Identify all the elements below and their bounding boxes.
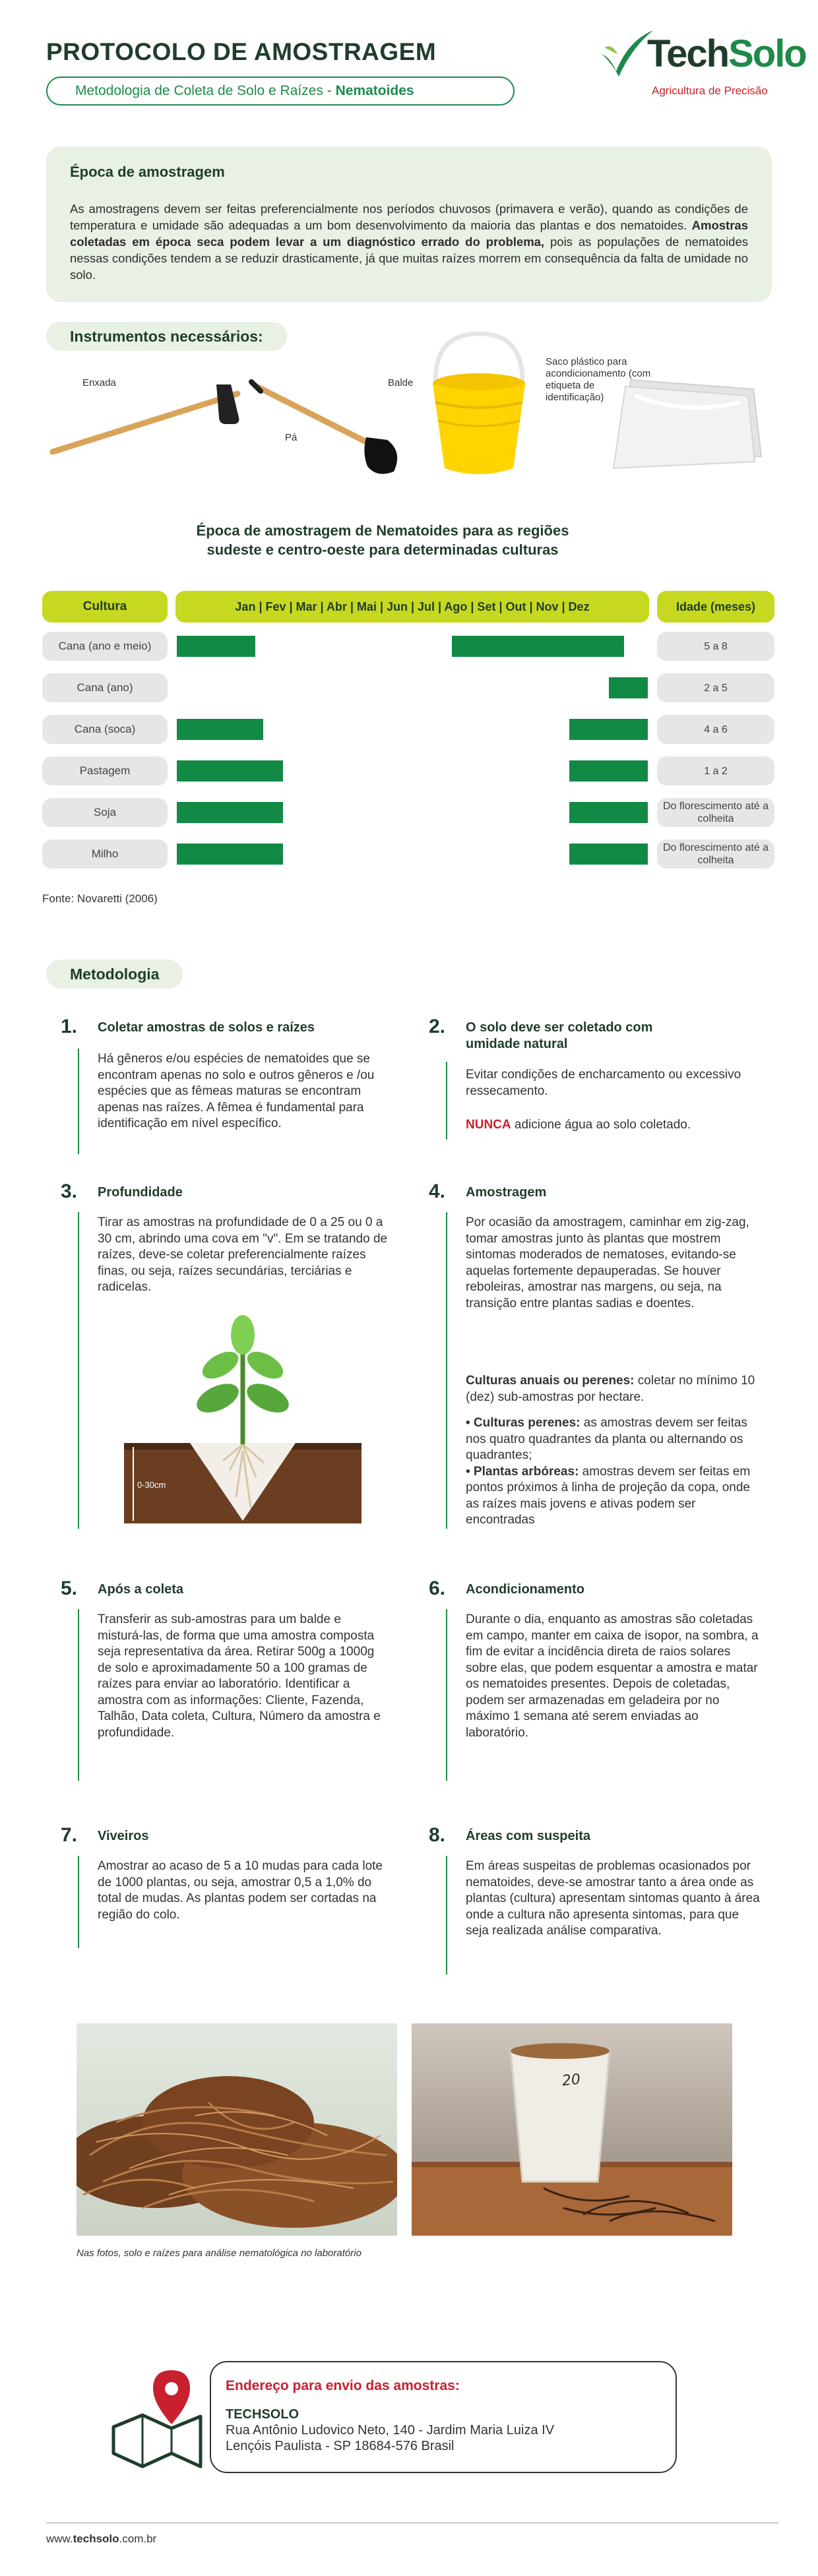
- step-4-number: 4.: [429, 1181, 446, 1202]
- step-2-nunca: [466, 1117, 760, 1134]
- chart-row-label: Pastagem: [42, 756, 168, 785]
- chart-row-idade: Do florescimento até a colheita: [657, 798, 774, 827]
- photo-caption: Nas fotos, solo e raízes para análise nematológica no laboratório: [77, 2248, 362, 2259]
- address-heading: Endereço para envio das amostras:: [226, 2378, 460, 2393]
- chart-title-line1: Época de amostragem de Nematoides para as regiões: [196, 522, 569, 539]
- chart-bar: [569, 719, 648, 740]
- step-1-title: Coletar amostras de solos e raízes: [98, 1020, 315, 1035]
- step-6-number: 6.: [429, 1578, 446, 1599]
- logo-tagline: Agricultura de Precisão: [652, 84, 768, 97]
- step-4-line: [446, 1212, 447, 1529]
- epoca-text-bold: Amostras coletadas em época seca podem levar a um diagnóstico errado do problema,: [70, 218, 748, 249]
- step-2-title-line1: O solo deve ser coletado com: [466, 1020, 653, 1035]
- step-3-title: Profundidade: [98, 1185, 183, 1200]
- col-header-meses: Jan | Fev | Mar | Abr | Mai | Jun | Jul | Ago | Set | Out | Nov | Dez: [175, 591, 649, 623]
- footer-suffix: .com.br: [119, 2532, 157, 2545]
- chart-bar: [177, 802, 283, 823]
- step-8-number: 8.: [429, 1824, 446, 1846]
- chart-bar: [177, 760, 283, 782]
- chart-row-idade: 4 a 6: [657, 715, 774, 744]
- step-7-text: Amostrar ao acaso de 5 a 10 mudas para cada lote de 1000 plantas, ou seja, amostrar 0,5 a 1,0% do total de mudas. As plantas podem ser cortadas na região do colo.: [98, 1859, 383, 1922]
- step-4-arboreas-rest: amostras devem ser feitas em pontos próximos à linha de projeção da copa, onde as raízes mais jovens e ativas podem ser encontradas: [466, 1464, 751, 1527]
- step-3-number: 3.: [61, 1181, 78, 1202]
- step-6-text: Durante o dia, enquanto as amostras são coletadas em campo, manter em caixa de isopor, na sombra, a fim de evitar a incidência direta de raios solares sobre elas, que podem esquentar a amostra e matar os nematoides presentes. Depois de coletadas, podem ser armazenadas em geladeira por no máximo 1 semana até serem enviadas ao laboratório.: [466, 1612, 759, 1740]
- step-4-perenes-rest: as amostras devem ser feitas nos quatro quadrantes da planta ou alternando os quadrantes;: [466, 1416, 747, 1462]
- chart-row-idade: Do florescimento até a colheita: [657, 840, 774, 869]
- step-2-number: 2.: [429, 1016, 446, 1037]
- footer-prefix: www.: [46, 2532, 73, 2545]
- map-pin-icon: [108, 2368, 224, 2473]
- metodologia-title: Metodologia: [46, 960, 183, 989]
- epoca-box: [46, 146, 772, 302]
- step-6-line: [446, 1609, 447, 1781]
- step-6-title: Acondicionamento: [466, 1582, 585, 1597]
- step-3-line: [78, 1212, 79, 1529]
- step-7-title: Viveiros: [98, 1829, 149, 1843]
- step-2-nunca-rest: adicione água ao solo coletado.: [511, 1118, 691, 1132]
- chart-row-idade: 1 a 2: [657, 756, 774, 785]
- address-company: TECHSOLO: [226, 2407, 299, 2422]
- chart-bar: [569, 802, 648, 823]
- epoca-text-a: As amostragens devem ser feitas preferencialmente nos períodos chuvosos (primavera e verão), quando as condições de temperatura e umidade são adequadas a um bom desenvolvimento da maioria das plantas e dos nematoides.: [70, 202, 748, 232]
- step-4-text: Por ocasião da amostragem, caminhar em zig-zag, tomar amostras junto às plantas que mostrem sintomas moderados de nematoses, evitando-se aquelas fortemente depauperadas. Se houver reboleiras, amostrar nas margens, ou seja, na transição entre plantas sadias e doentes.: [466, 1215, 749, 1310]
- step-1-number: 1.: [61, 1016, 78, 1037]
- epoca-text: [70, 200, 748, 283]
- step-5-number: 5.: [61, 1578, 78, 1599]
- subtitle-text: Metodologia de Coleta de Solo e Raízes -: [75, 83, 336, 98]
- chart-row-label: Milho: [42, 840, 168, 869]
- address-box: [210, 2361, 677, 2473]
- logo-tech: Tech: [647, 32, 729, 75]
- techsolo-logo: [598, 22, 806, 102]
- step-8-text: Em áreas suspeitas de problemas ocasionados por nematoides, deve-se amostrar tanto a área onde as plantas (cultura) apresentam sintomas quanto à área onde a cultura não apresenta sintomas, para que seja realizada análise comparativa.: [466, 1859, 760, 1938]
- step-4-title: Amostragem: [466, 1185, 547, 1200]
- plastic-bag-icon: [608, 369, 770, 472]
- step-7-line: [78, 1856, 79, 1948]
- shovel-icon: [247, 379, 425, 478]
- col-header-cultura: Cultura: [42, 591, 168, 623]
- address-line2: Lençóis Paulista - SP 18684-576 Brasil: [226, 2439, 455, 2453]
- step-8-line: [446, 1856, 447, 1975]
- step-4-perenes: [466, 1415, 760, 1529]
- chart-row-label: Cana (ano e meio): [42, 632, 168, 661]
- chart-row-label: Cana (ano): [42, 673, 168, 702]
- saco-label: Saco plástico para acondicionamento (com etiqueta de identificação): [546, 356, 651, 403]
- step-4-arboreas-bold: • Plantas arbóreas:: [466, 1464, 579, 1479]
- soil-profile-illustration: [124, 1312, 362, 1523]
- logo-wordmark: [647, 32, 806, 76]
- epoca-title: Época de amostragem: [70, 164, 225, 180]
- step-7-number: 7.: [61, 1824, 78, 1846]
- chart-row-idade: 2 a 5: [657, 673, 774, 702]
- chart-bar: [177, 636, 255, 657]
- balde-label: Balde: [388, 377, 414, 388]
- bucket-icon: [426, 328, 532, 483]
- step-8-title: Áreas com suspeita: [466, 1829, 590, 1843]
- footer-website[interactable]: [46, 2532, 156, 2546]
- soil-cup-photo: [412, 2023, 732, 2236]
- cup-label: 20: [561, 2071, 582, 2090]
- chart-bar: [569, 843, 648, 865]
- page-subtitle: [46, 77, 515, 106]
- col-header-idade: Idade (meses): [657, 591, 774, 623]
- chart-source: Fonte: Novaretti (2006): [42, 892, 158, 905]
- chart-bar: [569, 760, 648, 782]
- step-1-line: [78, 1049, 79, 1154]
- step-1-text: Há gêneros e/ou espécies de nematoides que se encontram apenas no solo e outros gêneros e /ou espécies que as fêmeas maturas se encontram apenas nas raízes. A fêmea é fundamental para identificação em nível específico.: [98, 1052, 375, 1130]
- instrumentos-title: Instrumentos necessários:: [46, 322, 287, 351]
- step-4-anuais-rest: coletar no mínimo 10 (dez) sub-amostras por hectare.: [466, 1374, 755, 1404]
- roots-photo: [77, 2023, 397, 2236]
- chart-bar: [452, 636, 625, 657]
- depth-label: 0-30cm: [137, 1480, 166, 1490]
- chart-bar: [609, 677, 648, 698]
- page-title: PROTOCOLO DE AMOSTRAGEM: [46, 38, 437, 65]
- step-5-line: [78, 1609, 79, 1781]
- logo-solo: Solo: [728, 32, 806, 75]
- step-4-anuais-bold: Culturas anuais ou perenes:: [466, 1374, 635, 1388]
- step-2-nunca-bold: NUNCA: [466, 1118, 511, 1132]
- step-3-text: Tirar as amostras na profundidade de 0 a 25 ou 0 a 30 cm, abrindo uma cova em "v". Em se tratando de raízes, deve-se coletar preferencialmente raízes finas, ou seja, raízes secundárias, terciárias e radicelas.: [98, 1215, 388, 1294]
- epoca-text-b: pois as populações de nematoides nessas condições tendem a se reduzir drasticamente, já que muitas raízes morrem em consequência da falta de umidade no solo.: [70, 235, 748, 282]
- step-2-text: Evitar condições de encharcamento ou excessivo ressecamento.: [466, 1068, 741, 1098]
- chart-title-line2: sudeste e centro-oeste para determinadas culturas: [206, 541, 559, 558]
- chart-bar: [177, 719, 263, 740]
- chart-row-label: Cana (soca): [42, 715, 168, 744]
- chart-bar: [177, 843, 283, 865]
- pa-label: Pá: [285, 432, 298, 443]
- step-4-perenes-bold: • Culturas perenes:: [466, 1416, 581, 1430]
- chart-row-idade: 5 a 8: [657, 632, 774, 661]
- step-5-title: Após a coleta: [98, 1582, 184, 1597]
- step-4-anuais: [466, 1373, 760, 1405]
- step-2-line: [446, 1062, 447, 1140]
- address-line1: Rua Antônio Ludovico Neto, 140 - Jardim Maria Luiza IV: [226, 2423, 555, 2438]
- step-2-title-line2: umidade natural: [466, 1037, 568, 1051]
- footer-bold: techsolo: [73, 2532, 119, 2545]
- hoe-icon: [46, 379, 251, 458]
- step-2-title: [466, 1020, 756, 1053]
- subtitle-bold: Nematoides: [335, 83, 414, 98]
- chart-row-label: Soja: [42, 798, 168, 827]
- enxada-label: Enxada: [82, 377, 116, 388]
- step-5-text: Transferir as sub-amostras para um balde e misturá-las, de forma que uma amostra composta seja representativa da área. Retirar 500g a 1000g de solo e aproximadamente 50 a 100 gramas de raízes para enviar ao laboratório. Identificar a amostra com as informações: Cliente, Fazenda, Talhão, Data coleta, Cultura, Número da amostra e profundidade.: [98, 1612, 381, 1740]
- chart-title: [152, 521, 614, 559]
